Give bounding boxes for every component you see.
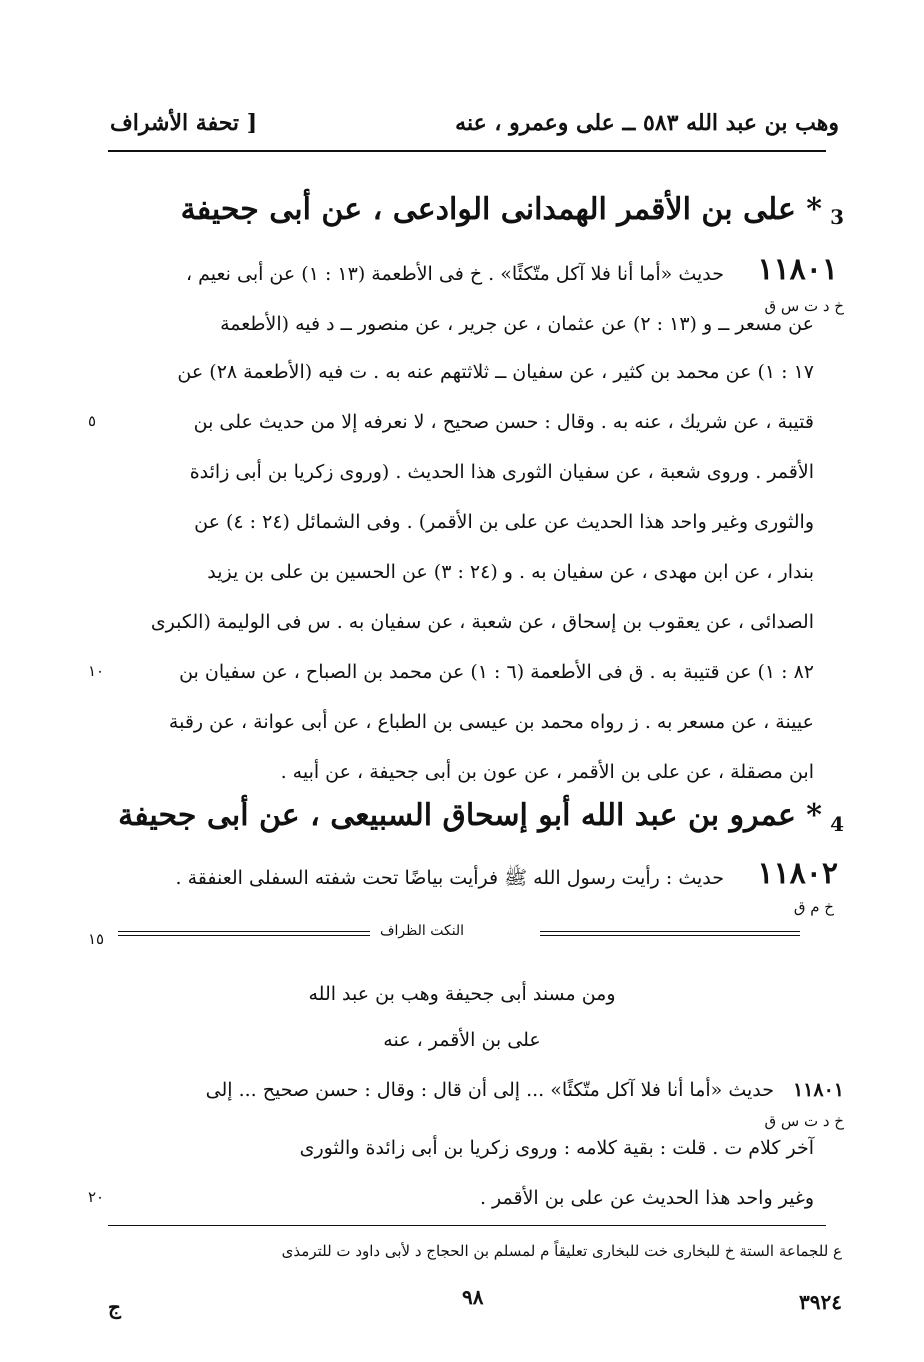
running-header-book: [ تحفة الأشراف [110,110,258,136]
nukat-label: النكت الظراف [380,923,465,939]
nukat-divider-left [118,935,370,936]
hadith-11801-line-6: والثورى وغير واحد هذا الحديث عن على بن الأقمر) . وفى الشمائل (٢٤ : ٤) عن [194,511,814,533]
section-3-title: * على بن الأقمر الهمدانى الوادعى ، عن أبى جحيفة [180,192,822,227]
hadith-11801-line-4: قتيبة ، عن شريك ، عنه به . وقال : حسن صحيح ، لا نعرفه إلا من حديث على بن [193,411,814,433]
hadith-11801-line-5: الأقمر . وروى شعبة ، عن سفيان الثورى هذا الحديث . (وروى زكريا بن أبى زائدة [189,461,814,483]
margin-line-number: ٢٠ [88,1188,105,1206]
margin-line-number: ١٠ [88,662,105,680]
footer-abbreviations: ع للجماعة الستة خ للبخارى خت للبخارى تعليقاً م لمسلم بن الحجاج د لأبى داود ت للترمذى [281,1242,842,1260]
footer-code: ٣٩٢٤ [799,1290,842,1314]
nukat-divider-right [540,931,800,932]
nukat-subheading: على بن الأقمر ، عنه [383,1029,541,1051]
hadith-11802-number: ١١٨٠٢ [757,856,838,891]
nukat-divider-right [540,935,800,936]
hadith-11802-line: حديث : رأيت رسول الله ﷺ فرأيت بياضًا تحت شفته السفلى العنفقة . [175,867,724,889]
nukat-divider-left [118,931,370,932]
section-3-number: 3 [830,205,844,229]
running-header-title: وهب بن عبد الله ٥٨٣ ــ على وعمرو ، عنه [455,110,839,136]
hadith-11801-number: ١١٨٠١ [757,252,838,287]
nukat-line-3: وغير واحد هذا الحديث عن على بن الأقمر . [479,1187,814,1209]
section-4-title: * عمرو بن عبد الله أبو إسحاق السبيعى ، عن أبى جحيفة [118,798,822,833]
hadith-11801-line-10: عيينة ، عن مسعر به . ز رواه محمد بن عيسى بن الطباع ، عن أبى عوانة ، عن رقبة [168,711,814,733]
nukat-line-1: حديث «أما أنا فلا آكل متّكئًا» ... إلى أن قال : وقال : حسن صحيح ... إلى [205,1079,774,1101]
nukat-hadith-number: ١١٨٠١ [792,1079,844,1101]
hadith-11801-line-1: حديث «أما أنا فلا آكل متّكئًا» . خ فى الأطعمة (١٣ : ١) عن أبى نعيم ، [185,263,724,285]
margin-line-number: ١٥ [88,930,105,948]
header-rule [108,150,826,152]
hadith-11801-line-7: بندار ، عن ابن مهدى ، عن سفيان به . و (٢٤ : ٣) عن الحسين بن على بن يزيد [207,561,814,583]
footer-letter: ج [108,1295,121,1319]
hadith-11802-sigla: خ م ق [793,898,834,916]
hadith-11801-line-11: ابن مصقلة ، عن على بن الأقمر ، عن عون بن أبى جحيفة ، عن أبيه . [280,761,814,783]
footer-rule [108,1225,826,1226]
margin-line-number: ٥ [88,412,97,430]
page-number: ٩٨ [462,1285,484,1309]
nukat-line-2: آخر كلام ت . قلت : بقية كلامه : وروى زكريا بن أبى زائدة والثورى [299,1137,814,1159]
hadith-11801-line-2: عن مسعر ــ و (١٣ : ٢) عن عثمان ، عن جرير ، عن منصور ــ د فيه (الأطعمة [220,313,814,335]
hadith-11801-line-3: ١٧ : ١) عن محمد بن كثير ، عن سفيان ــ ثلاثتهم عنه به . ت فيه (الأطعمة ٢٨) عن [177,361,814,383]
hadith-11801-line-8: الصدائى ، عن يعقوب بن إسحاق ، عن شعبة ، عن سفيان به . س فى الوليمة (الكبرى [150,611,814,633]
nukat-heading: ومن مسند أبى جحيفة وهب بن عبد الله [308,983,616,1005]
hadith-11801-sigla: خ د ت س ق [764,297,844,315]
section-4-number: 4 [830,812,844,836]
hadith-11801-line-9: ٨٢ : ١) عن قتيبة به . ق فى الأطعمة (٦ : ١) عن محمد بن الصباح ، عن سفيان بن [179,661,814,683]
nukat-sigla: خ د ت س ق [764,1112,844,1130]
